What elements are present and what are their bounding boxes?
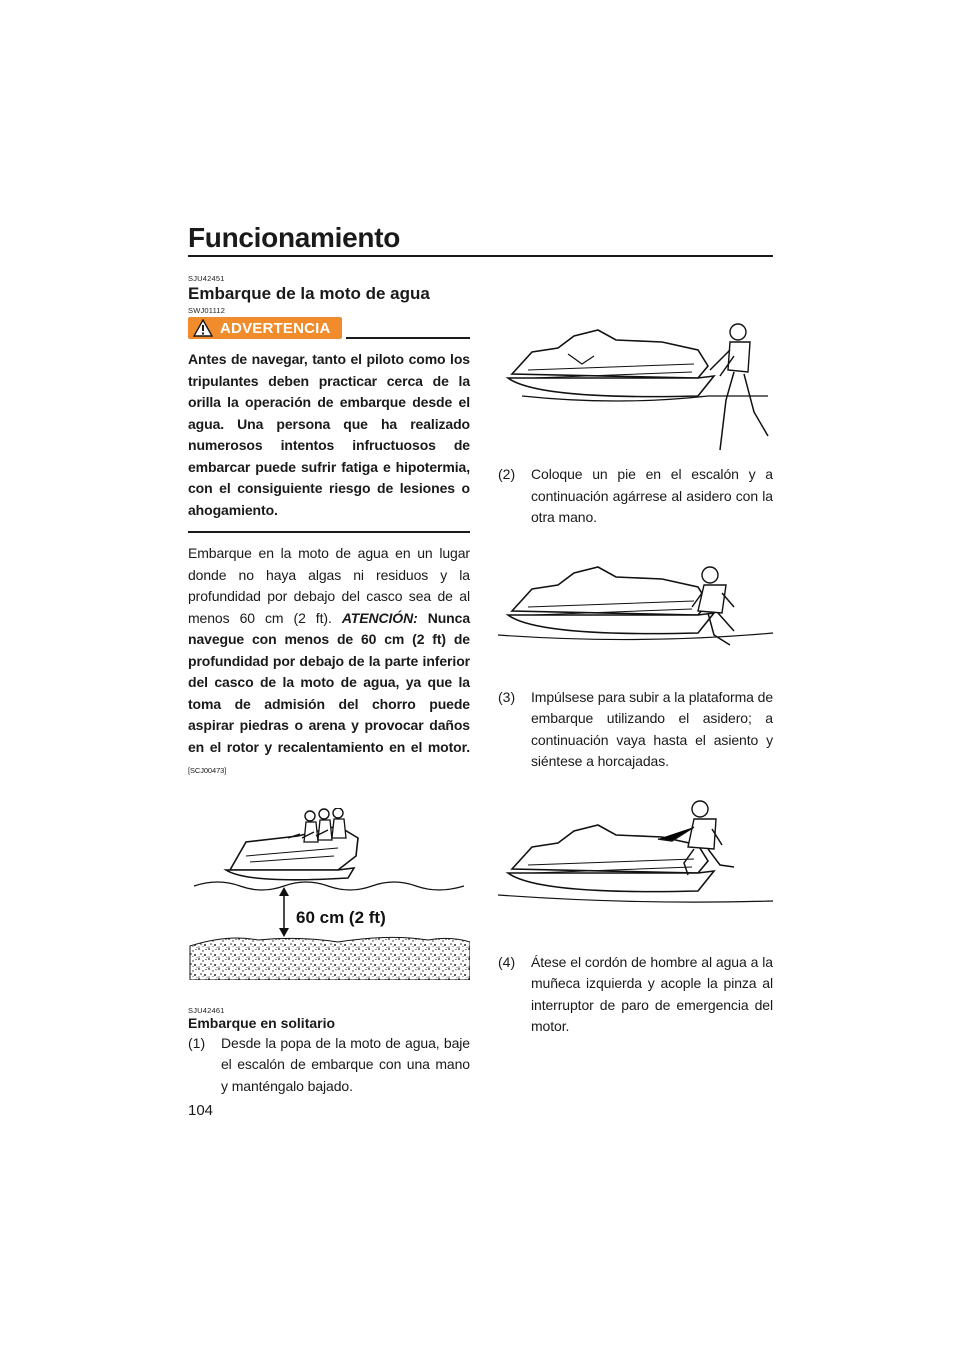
warning-triangle-icon bbox=[192, 318, 214, 338]
depth-label: 60 cm (2 ft) bbox=[296, 907, 386, 927]
step-text: Átese el cordón de hombre al agua a la muñeca izquierda y acople la pinza al interruptor de paro de emergencia del motor. bbox=[531, 953, 773, 1034]
depth-arrow-up bbox=[279, 887, 289, 896]
warning-end-rule bbox=[188, 531, 470, 533]
step-2-figure bbox=[498, 549, 773, 679]
warning-header bbox=[188, 317, 470, 341]
step-3 bbox=[498, 687, 773, 773]
seabed bbox=[190, 937, 470, 980]
boarding-text: Embarque en la moto de agua en un lugar donde no haya algas ni residuos y la profundidad por debajo del casco sea de al menos 60 cm (2 ft). bbox=[188, 545, 470, 626]
attention-code: [SCJ00473] bbox=[188, 766, 227, 775]
section-code: SJU42451 bbox=[188, 274, 225, 283]
step-2 bbox=[498, 464, 773, 529]
step-number: (1) bbox=[188, 1034, 206, 1051]
right-column bbox=[498, 300, 773, 1038]
warning-badge bbox=[188, 317, 342, 339]
jet-ski-with-riders bbox=[226, 808, 358, 880]
subsection-code: SJU42461 bbox=[188, 1005, 225, 1015]
step-text: Coloque un pie en el escalón y a continuación agárrese al asidero con la otra mano. bbox=[531, 466, 773, 525]
warning-code: SWJ01112 bbox=[188, 306, 226, 315]
depth-figure bbox=[188, 808, 470, 980]
step-1-figure bbox=[498, 300, 773, 460]
warning-label: ADVERTENCIA bbox=[220, 319, 331, 337]
boarding-paragraph bbox=[188, 543, 470, 782]
step-number: (4) bbox=[498, 953, 516, 970]
step-number: (3) bbox=[498, 688, 516, 705]
step-4 bbox=[498, 952, 773, 1038]
page-number: 104 bbox=[188, 1102, 214, 1119]
page-header-title: Funcionamiento bbox=[188, 222, 401, 253]
warning-rule bbox=[346, 337, 470, 339]
section-title: Embarque de la moto de agua bbox=[188, 284, 430, 303]
header-rule bbox=[188, 255, 773, 257]
warning-text: Antes de navegar, tanto el piloto como los tripulantes deben practicar cerca de la orilla la operación de embarque desde el agua. Una persona que ha realizado numerosos intentos infructuosos de embarcar puede sufrir fatiga e hipotermia, con el consiguiente riesgo de lesiones o ahogamiento. bbox=[188, 351, 470, 518]
step-text: Desde la popa de la moto de agua, baje el escalón de embarque con una mano y manténgalo bajado. bbox=[221, 1034, 470, 1094]
depth-arrow-down bbox=[279, 928, 289, 937]
attention-label: ATENCIÓN: bbox=[341, 609, 418, 626]
step-text: Impúlsese para subir a la plataforma de embarque utilizando el asidero; a continuación vaya hasta el asiento y siéntese a horcajadas. bbox=[531, 688, 774, 769]
attention-text: Nunca navegue con menos de 60 cm (2 ft) de profundidad por debajo de la parte inferior del casco de la moto de agua, ya que la toma de admisión del chorro puede aspirar piedras o arena y provocar daños en el rotor y recalentamiento en el motor. bbox=[188, 609, 471, 755]
water-surface bbox=[194, 882, 464, 890]
left-column bbox=[188, 274, 470, 1097]
step-number: (2) bbox=[498, 466, 516, 482]
step-1 bbox=[188, 1033, 470, 1098]
step-3-figure bbox=[498, 795, 773, 930]
subsection-title: Embarque en solitario bbox=[188, 1014, 336, 1031]
